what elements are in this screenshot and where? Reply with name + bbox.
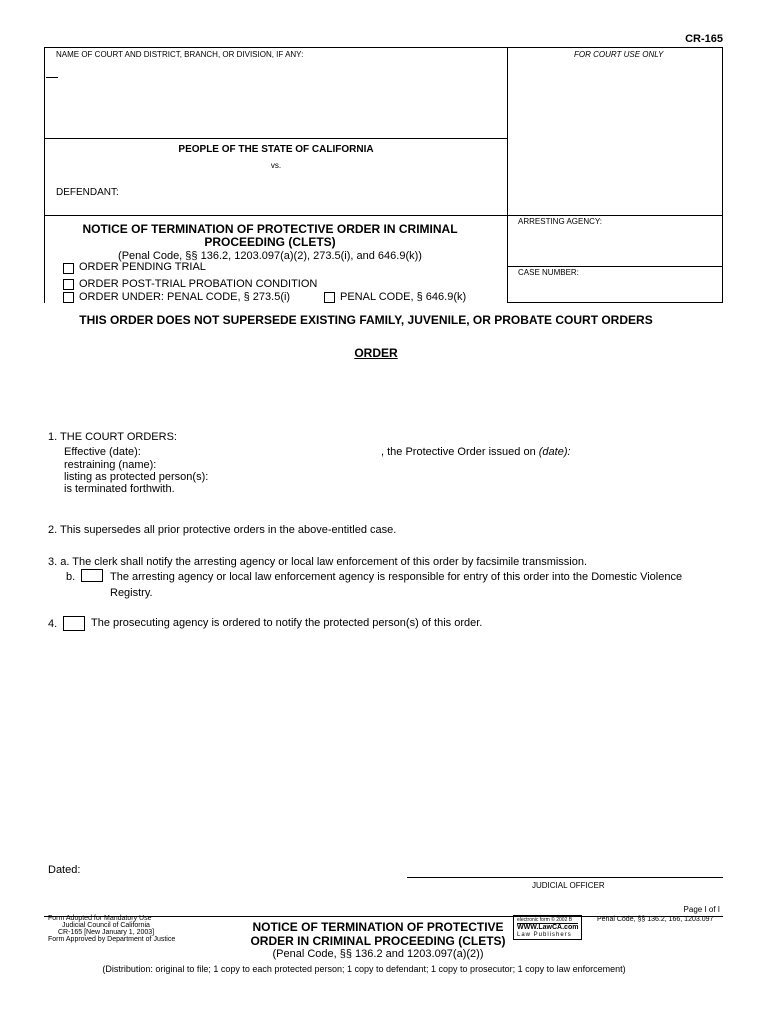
footer-left-1: Form Adopted for Mandatory Use — [48, 915, 152, 922]
item3b-checkbox[interactable] — [81, 569, 103, 582]
supersede-notice: THIS ORDER DOES NOT SUPERSEDE EXISTING FAMILY, JUVENILE, OR PROBATE COURT ORDERS — [79, 313, 653, 327]
form-title-line2: PROCEEDING (CLETS) — [204, 235, 336, 249]
item3b-label: b. — [66, 571, 76, 583]
page-number: Page I of I — [683, 905, 720, 914]
court-name-box[interactable] — [44, 47, 508, 139]
pc-646-label: PENAL CODE, § 646.9(k) — [340, 291, 467, 303]
title-clip — [44, 302, 508, 303]
item3a-text: 3. a. The clerk shall notify the arresting agency or local law enforcement of this order by facsimile transmission. — [48, 556, 588, 568]
signature-line[interactable] — [407, 877, 723, 878]
item1-title: 1. THE COURT ORDERS: — [48, 431, 177, 443]
item2-text: 2. This supersedes all prior protective orders in the above-entitled case. — [48, 524, 397, 536]
distribution-note: (Distribution: original to file; 1 copy to each protected person; 1 copy to defendant; 1 copy to prosecutor; 1 copy to law enforcement) — [102, 964, 626, 974]
footer-left-4: Form Approved by Department of Justice — [48, 936, 176, 943]
people-caption: PEOPLE OF THE STATE OF CALIFORNIA — [178, 144, 374, 155]
form-number: CR-165 — [685, 33, 723, 45]
order-heading: ORDER — [354, 346, 398, 360]
item3b-text-line2: Registry. — [110, 587, 153, 599]
form-title-line1: NOTICE OF TERMINATION OF PROTECTIVE ORDER IN CRIMINAL — [82, 222, 458, 236]
defendant-label: DEFENDANT: — [56, 187, 119, 198]
badge-line1: electronic form © 2002 B — [517, 917, 578, 924]
form-title-statute: (Penal Code, §§ 136.2, 1203.097(a)(2), 273.5(i), and 646.9(k)) — [118, 250, 422, 262]
pending-trial-label: ORDER PENDING TRIAL — [79, 261, 206, 273]
court-use-label: FOR COURT USE ONLY — [574, 50, 664, 59]
vs-label: vs. — [270, 161, 282, 170]
publisher-badge — [513, 915, 582, 940]
probation-checkbox[interactable] — [63, 279, 74, 290]
probation-label: ORDER POST-TRIAL PROBATION CONDITION — [79, 278, 318, 290]
footer-right-code: Penal Code, §§ 136.2, 166, 1203.097 — [597, 916, 714, 923]
court-name-tick — [46, 77, 58, 78]
case-number-label: CASE NUMBER: — [518, 268, 579, 277]
item3b-text-line1: The arresting agency or local law enforcement agency is responsible for entry of this order into the Domestic Violence — [110, 571, 683, 583]
item1-issued — [381, 446, 571, 458]
pending-trial-checkbox[interactable] — [63, 263, 74, 274]
badge-line3: Law Publishers — [517, 932, 572, 938]
footer-left-3: CR-165 [New January 1, 2003] — [58, 929, 155, 936]
item4-checkbox[interactable] — [63, 616, 85, 631]
court-name-label: NAME OF COURT AND DISTRICT, BRANCH, OR DIVISION, IF ANY: — [56, 50, 304, 59]
footer-statute: (Penal Code, §§ 136.2 and 1203.097(a)(2)) — [272, 948, 484, 960]
footer-left-2: Judicial Council of California — [62, 922, 150, 929]
item4-text: The prosecuting agency is ordered to notify the protected person(s) of this order. — [91, 617, 483, 629]
order-under-label: ORDER UNDER: PENAL CODE, § 273.5(i) — [79, 291, 291, 303]
dated-label: Dated: — [48, 864, 81, 876]
item4-label: 4. — [48, 618, 58, 630]
item1-issued-date: (date): — [538, 446, 571, 458]
footer-title-line1: NOTICE OF TERMINATION OF PROTECTIVE — [252, 920, 504, 934]
court-use-box — [507, 47, 723, 216]
footer-title-line2: ORDER IN CRIMINAL PROCEEDING (CLETS) — [250, 934, 506, 948]
item1-effective: Effective (date): — [64, 446, 141, 458]
item1-listing: listing as protected person(s): — [64, 471, 209, 483]
judicial-officer-label: JUDICIAL OFFICER — [532, 881, 605, 890]
arresting-agency-label: ARRESTING AGENCY: — [518, 217, 603, 226]
item1-terminated: is terminated forthwith. — [64, 483, 175, 495]
footer-left-text — [48, 915, 175, 943]
item1-issued-prefix: , the Protective Order issued on — [381, 446, 539, 458]
badge-line2: WWW.LawCA.com — [517, 924, 579, 931]
item1-restraining: restraining (name): — [64, 459, 157, 471]
